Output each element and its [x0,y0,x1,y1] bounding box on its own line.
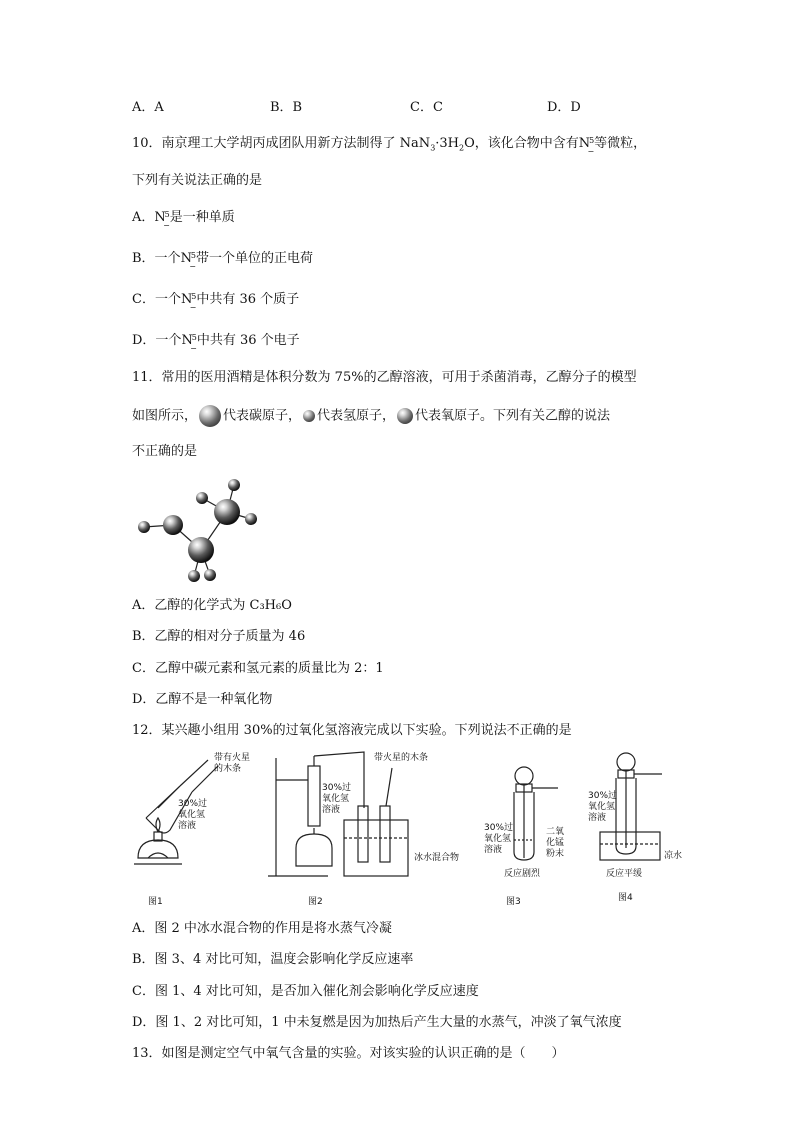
carbon-atom-icon [199,405,221,427]
hydrogen-atom [188,570,200,582]
svg-text:图4: 图4 [618,893,633,903]
q10-option-a: A．N − 5 是一种单质 [132,210,235,230]
svg-text:30%过: 30%过 [178,799,208,809]
svg-text:化锰: 化锰 [546,838,565,848]
svg-text:溶液: 溶液 [322,805,341,815]
q9-option-c: C．C [410,100,443,115]
svg-text:图1: 图1 [148,897,163,907]
q11-stem-line2: 如图所示， 代表碳原子， 代表氢原子， 代表氧原子。下列有关乙醇的说法 [132,405,610,427]
figure-1-apparatus [134,760,218,864]
q10-stem-line2: 下列有关说法正确的是 [132,173,263,188]
hydrogen-atom [228,479,240,491]
svg-text:氧化氢: 氧化氢 [322,794,350,804]
q10-stem: 10．南京理工大学胡丙成团队用新方法制得了 $NaN_3\cdot 3H_2O$，该化合物中含有N − 5 等微粒， [132,136,647,156]
svg-text:30%过: 30%过 [484,823,514,833]
q12-stem: 12．某兴趣小组用 30%的过氧化氢溶液完成以下实验。下列说法不正确的是 [132,723,572,738]
hydrogen-atom-icon [303,410,315,422]
carbon-atom [188,537,214,563]
svg-text:反应平缓: 反应平缓 [606,869,643,879]
q12-option-c: C．图 1、4 对比可知，是否加入催化剂会影响化学反应速度 [132,984,479,999]
svg-text:溶液: 溶液 [484,845,503,855]
q10-option-c: C．一个N − 5 中共有 36 个质子 [132,292,300,312]
svg-text:凉水: 凉水 [664,851,683,861]
q11-stem-line1: 11．常用的医用酒精是体积分数为 75%的乙醇溶液，可用于杀菌消毒，乙醇分子的模型 [132,370,637,385]
svg-text:反应剧烈: 反应剧烈 [504,869,541,879]
experiment-figures [128,748,688,908]
q12-option-a: A．图 2 中冰水混合物的作用是将水蒸气冷凝 [132,921,392,936]
oxygen-atom-icon [397,408,413,424]
q9-option-a: A．A [132,100,164,115]
ethanol-molecule-model [130,470,270,590]
svg-text:粉末: 粉末 [546,849,565,859]
svg-text:氧化氢: 氧化氢 [484,834,512,844]
q9-option-d: D．D [547,100,581,115]
svg-text:图3: 图3 [506,897,521,907]
q10-option-d: D．一个N − 5 中共有 36 个电子 [132,333,300,353]
svg-text:的木条: 的木条 [214,764,242,774]
svg-text:带有火星: 带有火星 [214,753,251,763]
hydrogen-atom [245,513,257,525]
hydrogen-atom [196,492,208,504]
svg-text:二氧: 二氧 [546,827,565,837]
oxygen-atom [163,515,183,535]
svg-text:冰水混合物: 冰水混合物 [414,853,460,863]
svg-text:30%过: 30%过 [588,791,618,801]
q9-option-b: B．B [270,100,303,115]
q11-stem-line3: 不正确的是 [132,444,198,459]
q11-option-b: B．乙醇的相对分子质量为 46 [132,629,306,644]
q11-option-c: C．乙醇中碳元素和氢元素的质量比为 2：1 [132,661,384,676]
svg-text:溶液: 溶液 [178,821,197,831]
svg-text:图2: 图2 [308,897,323,907]
q13-stem: 13．如图是测定空气中氧气含量的实验。对该实验的认识正确的是（ ） [132,1046,565,1061]
hydrogen-atom [204,569,216,581]
carbon-atom [214,499,240,525]
svg-text:氧化氢: 氧化氢 [588,802,616,812]
q12-option-d: D．图 1、2 对比可知，1 中未复燃是因为加热后产生大量的水蒸气，冲淡了氧气浓度 [132,1015,622,1030]
hydrogen-atom [138,521,150,533]
q10-option-b: B．一个N − 5 带一个单位的正电荷 [132,251,313,271]
q11-option-a: A．乙醇的化学式为 C₃H₆O [132,598,292,613]
svg-text:带火星的木条: 带火星的木条 [374,753,429,763]
q11-option-d: D．乙醇不是一种氧化物 [132,692,273,707]
q12-option-b: B．图 3、4 对比可知，温度会影响化学反应速率 [132,952,414,967]
svg-text:氧化氢: 氧化氢 [178,810,206,820]
svg-text:溶液: 溶液 [588,813,607,823]
svg-text:30%过: 30%过 [322,783,352,793]
